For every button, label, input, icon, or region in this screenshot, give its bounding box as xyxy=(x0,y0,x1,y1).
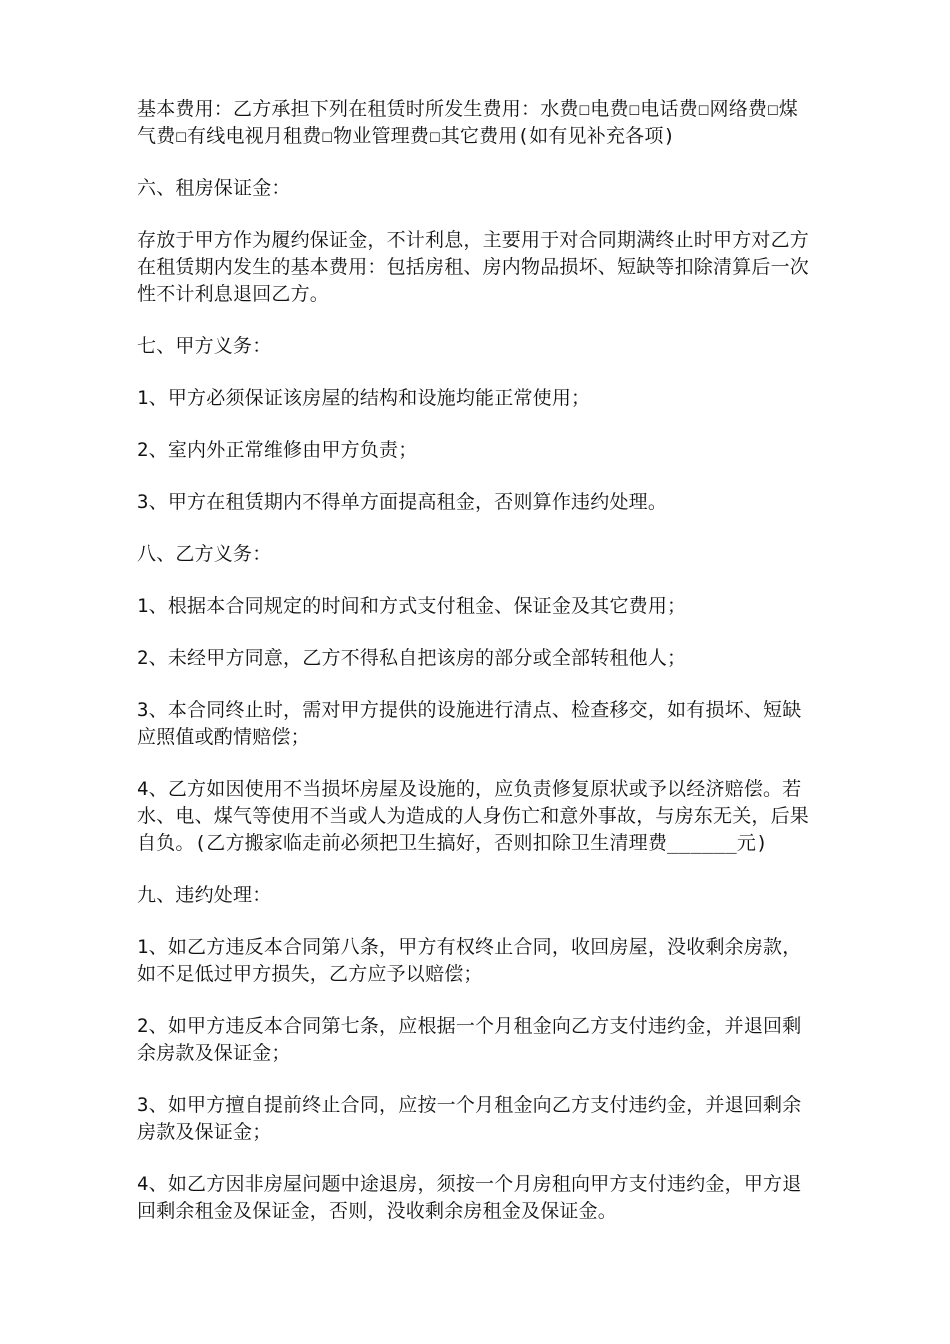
party-b-duty-2: 2、未经甲方同意，乙方不得私自把该房的部分或全部转租他人； xyxy=(137,647,687,669)
breach-clause-4: 4、如乙方因非房屋问题中途退房，须按一个月房租向甲方支付违约金，甲方退回剩余租金及保证金，否则，没收剩余房租金及保证金。 xyxy=(137,1173,802,1222)
section-8-heading: 八、乙方义务： xyxy=(137,543,272,565)
breach-clause-1: 1、如乙方违反本合同第八条，甲方有权终止合同，收回房屋，没收剩余房款，如不足低过甲方损失，乙方应予以赔偿； xyxy=(137,936,802,985)
party-a-duty-3: 3、甲方在租赁期内不得单方面提高租金，否则算作违约处理。 xyxy=(137,491,668,513)
party-a-duty-2: 2、室内外正常维修由甲方负责； xyxy=(137,439,418,461)
party-a-duty-1: 1、甲方必须保证该房屋的结构和设施均能正常使用； xyxy=(137,387,591,409)
breach-clause-2: 2、如甲方违反本合同第七条，应根据一个月租金向乙方支付违约金，并退回剩余房款及保证金； xyxy=(137,1015,802,1064)
party-b-duty-1: 1、根据本合同规定的时间和方式支付租金、保证金及其它费用； xyxy=(137,595,687,617)
section-6-heading: 六、租房保证金： xyxy=(137,177,291,199)
party-b-duty-4: 4、乙方如因使用不当损坏房屋及设施的，应负责修复原状或予以经济赔偿。若水、电、煤气等使用不当或人为造成的人身伤亡和意外事故，与房东无关，后果自负。(乙方搬家临走前必须把卫生搞好，否则扣除卫生清理费______元) xyxy=(137,778,810,854)
document-page xyxy=(137,96,817,1250)
party-b-duty-3: 3、本合同终止时，需对甲方提供的设施进行清点、检查移交，如有损坏、短缺应照值或酌情赔偿； xyxy=(137,699,802,748)
section-7-heading: 七、甲方义务： xyxy=(137,335,272,357)
breach-clause-3: 3、如甲方擅自提前终止合同，应按一个月租金向乙方支付违约金，并退回剩余房款及保证金； xyxy=(137,1094,802,1143)
section-9-heading: 九、违约处理： xyxy=(137,884,272,906)
deposit-paragraph: 存放于甲方作为履约保证金，不计利息，主要用于对合同期满终止时甲方对乙方在租赁期内发生的基本费用：包括房租、房内物品损坏、短缺等扣除清算后一次性不计利息退回乙方。 xyxy=(137,229,810,305)
basic-fees-paragraph: 基本费用：乙方承担下列在租赁时所发生费用：水费☐电费☐电话费☐网络费☐煤气费☐有线电视月租费☐物业管理费☐其它费用(如有见补充各项) xyxy=(137,98,798,147)
